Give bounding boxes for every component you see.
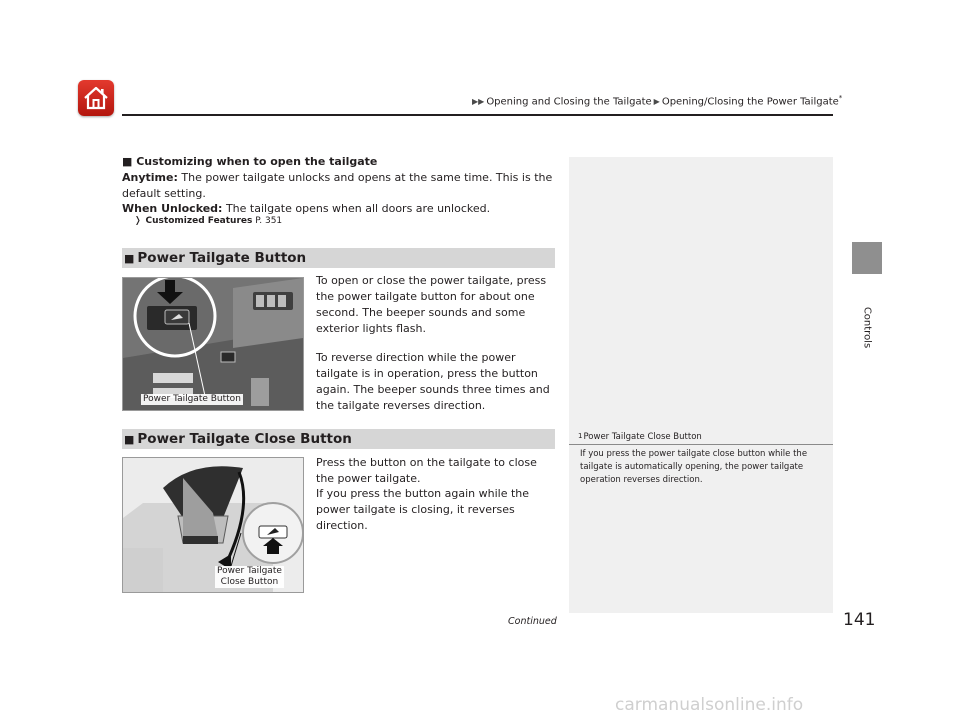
button-para-2: To reverse direction while the power tailgate is in operation, press the button again. The beeper sounds three times and the tailgate reverses direction.	[316, 351, 550, 412]
unlocked-label: When Unlocked:	[122, 202, 223, 215]
footnote-star: *	[838, 94, 843, 102]
cross-reference-link[interactable]: ❭ Customized Features P. 351	[134, 216, 283, 226]
breadcrumb-item-2[interactable]: Opening/Closing the Power Tailgate	[661, 96, 839, 108]
figure-label-close: Power Tailgate Close Button	[217, 566, 282, 587]
reference-arrow-icon: ❭	[134, 216, 142, 226]
continued-label: Continued	[508, 616, 557, 627]
header-rule	[122, 114, 833, 116]
anytime-paragraph: Anytime: The power tailgate unlocks and opens at the same time. This is the default setting.	[122, 171, 553, 200]
note-title: $^1$Power Tailgate Close Button	[578, 432, 702, 442]
note-number: 1	[578, 432, 583, 440]
figure-label-button: Power Tailgate Button	[143, 394, 241, 404]
home-button[interactable]	[78, 80, 114, 116]
breadcrumb-arrow-icon: ▶	[653, 97, 660, 107]
watermark: carmanualsonline.info	[615, 695, 804, 715]
unlocked-paragraph: When Unlocked: The tailgate opens when all doors are unlocked.	[122, 202, 491, 215]
home-icon	[83, 86, 109, 110]
notes-sidebar	[569, 157, 833, 613]
page-number: 141	[843, 610, 876, 630]
close-para-2: If you press the button again while the power tailgate is closing, it reverses direction.	[316, 487, 530, 532]
note-divider	[569, 444, 833, 445]
chapter-tab-label: Controls	[861, 306, 873, 349]
button-para-1: To open or close the power tailgate, press the power tailgate button for about one second. The beeper sounds and some exterior lights flash.	[316, 274, 547, 335]
breadcrumb-arrow-icon: ▶▶	[472, 97, 485, 107]
power-tailgate-button-illustration	[122, 277, 304, 411]
anytime-label: Anytime:	[122, 171, 178, 184]
breadcrumb	[470, 94, 842, 107]
customize-heading: ■ Customizing when to open the tailgate	[122, 155, 378, 168]
breadcrumb-item-1[interactable]: Opening and Closing the Tailgate	[486, 96, 652, 108]
power-tailgate-close-button-illustration	[122, 457, 304, 593]
section-heading-button: ■ Power Tailgate Button	[122, 248, 555, 268]
note-body: If you press the power tailgate close button while the tailgate is automatically opening, the power tailgate operation reverses direction.	[580, 449, 808, 485]
chapter-tab[interactable]	[852, 242, 882, 274]
close-para-1: Press the button on the tailgate to close the power tailgate.	[316, 456, 537, 485]
section-heading-close: ■ Power Tailgate Close Button	[122, 429, 555, 449]
